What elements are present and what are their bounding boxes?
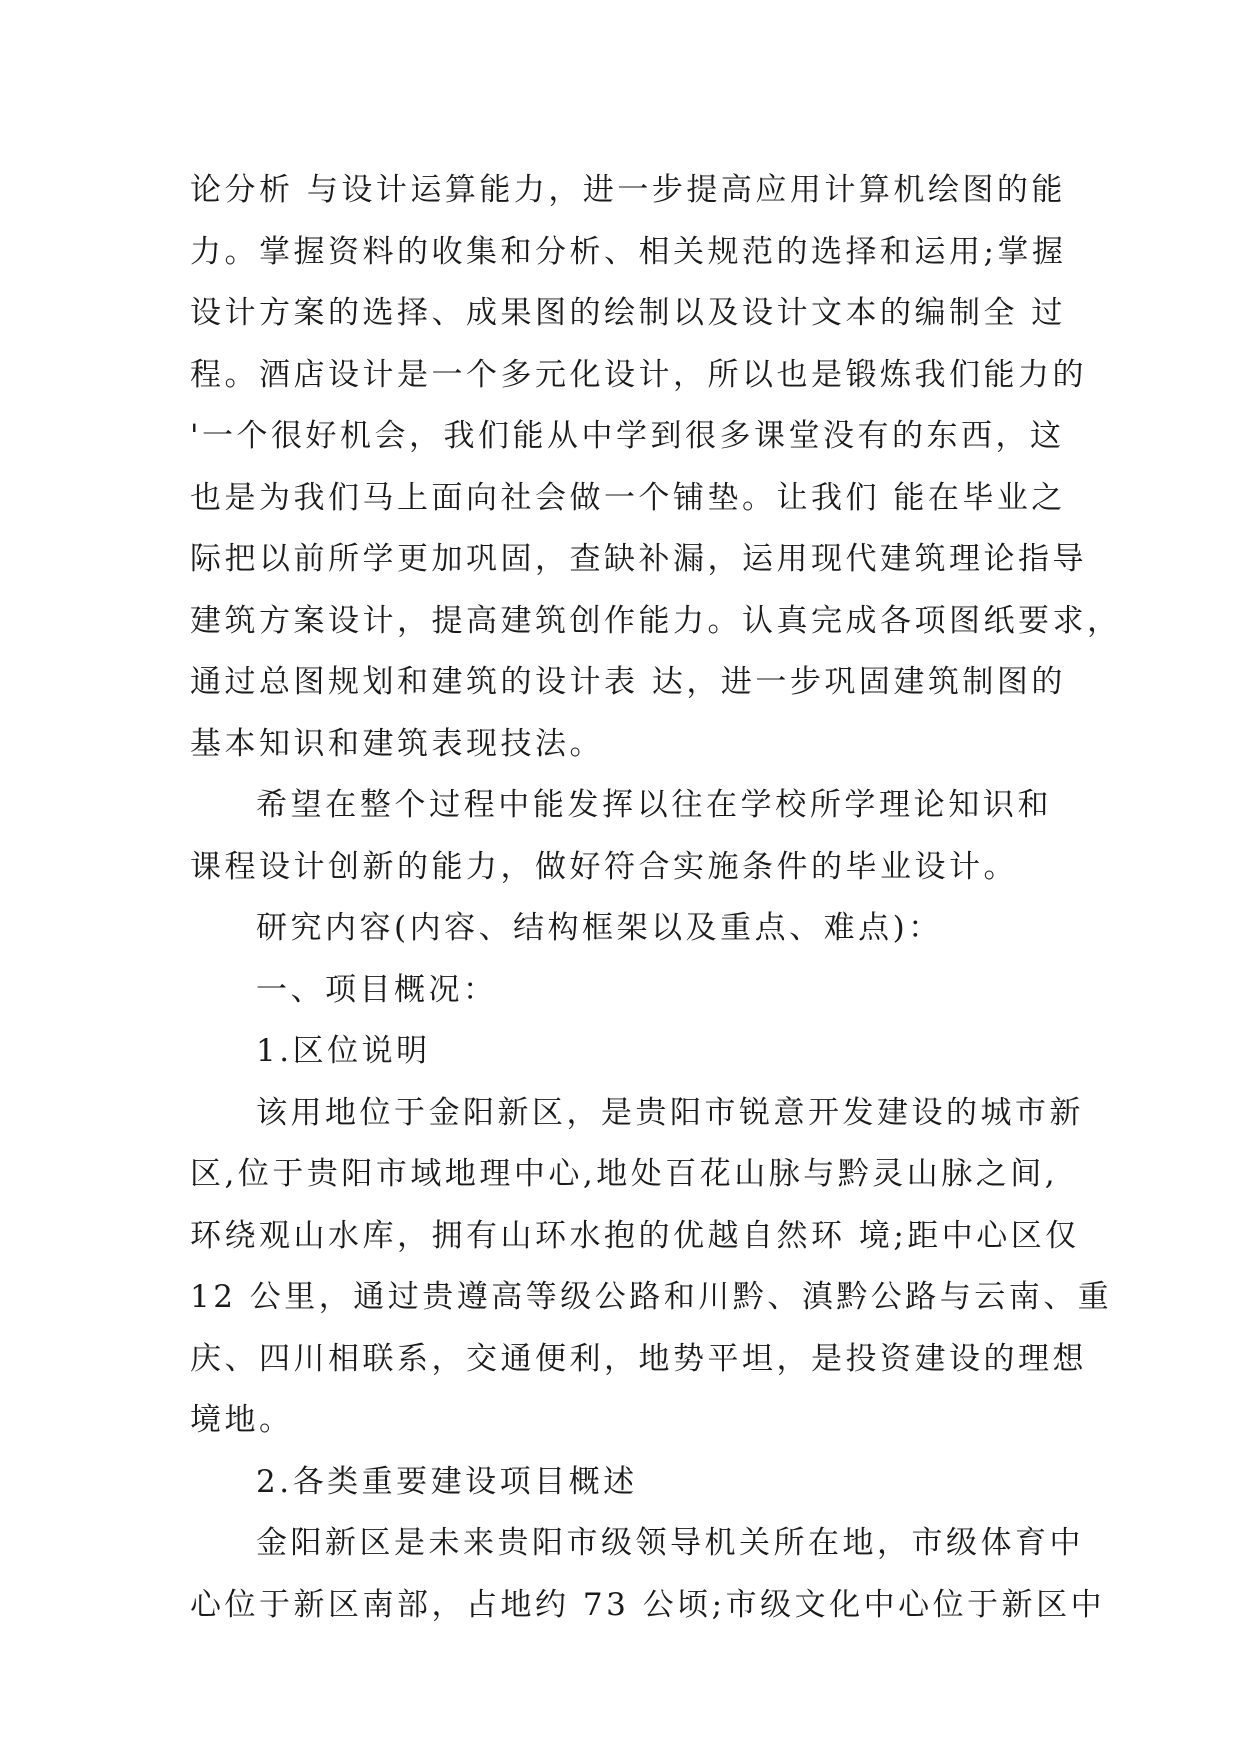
paragraph-research-content-heading: [190, 898, 1052, 960]
text-line: 12 公里，通过贵遵高等级公路和川黔、滇黔公路与云南、重: [190, 1279, 1113, 1315]
text-line: 课程设计创新的能力，做好符合实施条件的毕业设计。: [190, 848, 1018, 885]
text-line: '一个很好机会，我们能从中学到很多课堂没有的东西，这: [190, 418, 1065, 454]
subsection-heading-location: [190, 1021, 1052, 1083]
text-line: 庆、四川相联系，交通便利，地势平坦，是投资建设的理想: [190, 1340, 1087, 1377]
text-line: 论分析 与设计运算能力，进一步提高应用计算机绘图的能: [190, 172, 1066, 208]
paragraph-hope: [190, 775, 1052, 898]
text-line: 希望在整个过程中能发挥以往在学校所学理论知识和: [256, 787, 1052, 823]
text-line: 心位于新区南部，占地约 73 公顷;市级文化中心位于新区中: [190, 1586, 1106, 1623]
text-line: 程。酒店设计是一个多元化设计，所以也是锻炼我们能力的: [190, 356, 1087, 393]
text-line: 研究内容(内容、结构框架以及重点、难点)：: [256, 910, 943, 946]
text-line: 1.区位说明: [256, 1033, 431, 1069]
text-line: 基本知识和建筑表现技法。: [190, 725, 604, 762]
paragraph-location-description: [190, 1083, 1113, 1452]
section-heading-project-overview: [190, 960, 1052, 1022]
text-line: 设计方案的选择、成果图的绘制以及设计文本的编制全 过: [190, 295, 1066, 331]
text-line: 建筑方案设计，提高建筑创作能力。认真完成各项图纸要求，: [190, 602, 1122, 639]
text-line: 也是为我们马上面向社会做一个铺垫。让我们 能在毕业之: [190, 479, 1066, 516]
text-line: 区,位于贵阳市域地理中心,地处百花山脉与黔灵山脉之间,: [190, 1156, 1059, 1192]
text-line: 环绕观山水库，拥有山环水抱的优越自然环 境;距中心区仅: [190, 1217, 1080, 1254]
document-body: [190, 160, 1122, 1636]
text-line: 一、项目概况：: [256, 971, 498, 1008]
subsection-heading-projects: [190, 1452, 1052, 1514]
text-line: 该用地位于金阳新区，是贵阳市锐意开发建设的城市新: [256, 1094, 1084, 1131]
text-line: 际把以前所学更加巩固，查缺补漏，运用现代建筑理论指导: [190, 541, 1087, 577]
paragraph-design-goals: [190, 160, 1122, 775]
text-line: 2.各类重要建设项目概述: [256, 1463, 638, 1500]
text-line: 通过总图规划和建筑的设计表 达，进一步巩固建筑制图的: [190, 664, 1066, 700]
text-line: 金阳新区是未来贵阳市级领导机关所在地，市级体育中: [256, 1525, 1084, 1561]
text-line: 力。掌握资料的收集和分析、相关规范的选择和运用;掌握: [190, 233, 1067, 270]
paragraph-projects-description: [190, 1513, 1106, 1636]
text-line: 境地。: [190, 1402, 294, 1438]
